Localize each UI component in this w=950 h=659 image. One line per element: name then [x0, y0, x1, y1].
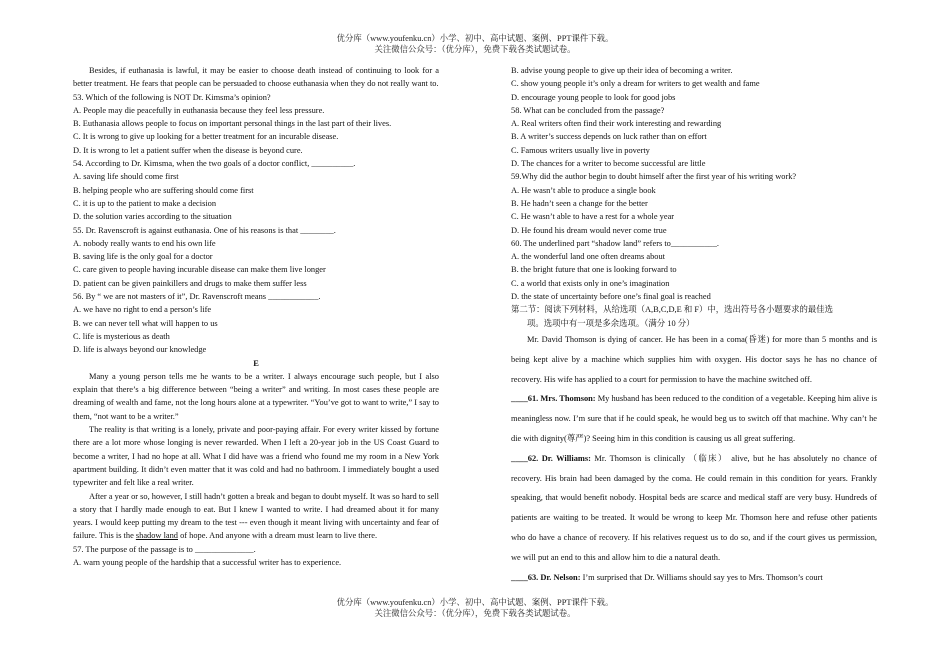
q61-paragraph: [511, 389, 877, 448]
passage-e-paragraph-3: [73, 490, 439, 543]
thomson-intro-paragraph: Mr. David Thomson is dying of cancer. He has been in a coma(昏迷) for more than 5 months and is being kept alive by a machine which supplies him with oxygen. His doctor says he has no chance of recovery. His wife has applied to a court for permission to have the machine switched off.: [511, 334, 877, 384]
q54-option-d: D. the solution varies according to the situation: [73, 212, 232, 222]
footer-line-1: 优分库（www.youfenku.cn）小学、初中、高中试题、案例、PPT课件下载。: [336, 598, 614, 607]
q53-option-d: D. It is wrong to let a patient suffer when the disease is beyond cure.: [73, 145, 303, 155]
q58-option-c: C. Famous writers usually live in poverty: [511, 145, 650, 155]
q60-option-a: A. the wonderful land one often dreams about: [511, 252, 665, 262]
header-line-2: 关注微信公众号：（优分库），免费下载各类试题试卷。: [374, 44, 576, 54]
q63-text: I’m surprised that Dr. Williams should say yes to Mrs. Thomson’s court: [580, 572, 823, 582]
q55-option-d: D. patient can be given painkillers and drugs to make them suffer less: [73, 278, 307, 288]
q59-option-b: B. He hadn’t seen a change for the better: [511, 198, 648, 208]
q58-option-a: A. Real writers often find their work interesting and rewarding: [511, 119, 722, 129]
q58-option-b: B. A writer’s success depends on luck rather than on effort: [511, 132, 707, 142]
passage-e3-text-before: After a year or so, however, I still hadn’t gotten a break and began to doubt myself. It was so hard to sell a story that I hardly made enough to eat. But I knew I wanted to write. I had dreamed about it for many years. I would keep putting my dream to the test --- even though it meant living with uncertainty and fear of failure. This is the: [73, 491, 439, 541]
intro-paragraph: Besides, if euthanasia is lawful, it may be easier to choose death instead of continuing to look for a better treatment. He fears that people can be persuaded to choose euthanasia when they do not really want to.: [73, 66, 439, 89]
q55-stem: 55. Dr. Ravenscroft is against euthanasia. One of his reasons is that ________.: [73, 225, 336, 235]
footer-line-2: 关注微信公众号：（优分库），免费下载各类试题试卷。: [374, 608, 576, 618]
q62-paragraph: [511, 449, 877, 568]
q60-option-d: D. the state of uncertainty before one’s final goal is reached: [511, 292, 711, 302]
q54-stem: 54. According to Dr. Kimsma, when the two goals of a doctor conflict, __________.: [73, 159, 356, 169]
q60-stem: 60. The underlined part “shadow land” refers to___________.: [511, 238, 720, 248]
q59-option-c: C. He wasn’t able to have a rest for a whole year: [511, 212, 675, 222]
section-2-instruction-line-2: 项。选项中有一项是多余选项。（满分 10 分）: [527, 318, 695, 328]
q53-option-c: C. It is wrong to give up looking for a better treatment for an incurable disease.: [73, 132, 339, 142]
q53-option-a: A. People may die peacefully in euthanasia because they feel less pressure.: [73, 105, 325, 115]
q61-text: My husband has been reduced to the condition of a vegetable. Keeping him alive is meaningless now. I’m sure that if he could speak, he would beg us to switch off that machine. Why can’t he die with dignity(尊严)? Seeing him in this condition is causing us all great suffering.: [511, 394, 877, 443]
page-header: [0, 34, 950, 55]
q59-stem: 59.Why did the author begin to doubt himself after the first year of his writing work?: [511, 172, 797, 182]
q55-option-a: A. nobody really wants to end his own life: [73, 238, 216, 248]
q56-option-a: A. we have no right to end a person’s life: [73, 305, 212, 315]
q60-option-c: C. a world that exists only in one’s imagination: [511, 278, 670, 288]
q54-option-a: A. saving life should come first: [73, 172, 179, 182]
q62-label: ____62. Dr. Williams:: [511, 453, 591, 463]
section-2-instruction-line-1: 第二节：阅读下列材料，从给选项（A,B,C,D,E 和 F）中，选出符号各小题要求的最佳选: [511, 305, 833, 315]
q57-option-d: D. encourage young people to look for good jobs: [511, 92, 676, 102]
q58-option-d: D. The chances for a writer to become successful are little: [511, 159, 706, 169]
q55-option-b: B. saving life is the only goal for a doctor: [73, 252, 213, 262]
q62-text: Mr. Thomson is clinically （临床） alive, but he has absolutely no chance of recovery. His brain had been damaged by the coma. He could remain in this condition for years. Frankly speaking, that would benefit nobody. Hospital beds are scarce and medical staff are very busy. Hundreds of patients are waiting to be treated. It would be wrong to keep Mr. Thomson here and refuse other patients who do have a chance of recovery. If his relatives request us to do so, and if the court gives us permission, we will put an end to this and allow him to die a natural death.: [511, 453, 877, 562]
q63-paragraph: [511, 568, 877, 588]
q59-option-a: A. He wasn’t able to produce a single book: [511, 185, 656, 195]
q56-option-b: B. we can never tell what will happen to us: [73, 318, 218, 328]
q55-option-c: C. care given to people having incurable disease can make them live longer: [73, 265, 326, 275]
q56-option-c: C. life is mysterious as death: [73, 331, 170, 341]
q60-option-b: B. the bright future that one is looking forward to: [511, 265, 677, 275]
q63-label: ____63. Dr. Nelson:: [511, 572, 581, 582]
left-column: [73, 64, 439, 569]
q53-option-b: B. Euthanasia allows people to focus on important personal things in the last part of their lives.: [73, 119, 392, 129]
q57-option-b: B. advise young people to give up their idea of becoming a writer.: [511, 66, 733, 75]
section-e-heading: E: [253, 358, 259, 368]
q53-stem: 53. Which of the following is NOT Dr. Kimsma’s opinion?: [73, 92, 271, 102]
q57-option-c: C. show young people it’s only a dream for writers to get wealth and fame: [511, 79, 760, 89]
passage-e3-text-after: of hope. And anyone with a dream must learn to live there.: [178, 531, 378, 541]
passage-e-paragraph-2: The reality is that writing is a lonely, private and poor-paying affair. For every writer kissed by fortune there are a lot more whose longing is never rewarded. When I left a 20-year job in the US Coast Guard to become a writer, I had no hope at all. What I did have was a friend who found me my room in a New York apartment building. It didn’t even matter that it was cold and had no bathroom. I immediately bought a used typewriter and felt like a real writer.: [73, 425, 439, 488]
q58-stem: 58. What can be concluded from the passage?: [511, 105, 665, 115]
q57-option-a: A. warn young people of the hardship that a successful writer has to experience.: [73, 557, 342, 567]
q57-stem: 57. The purpose of the passage is to ______________.: [73, 544, 256, 554]
q54-option-c: C. it is up to the patient to make a decision: [73, 198, 217, 208]
q59-option-d: D. He found his dream would never come true: [511, 225, 667, 235]
q56-option-d: D. life is always beyond our knowledge: [73, 345, 207, 355]
header-line-1: 优分库（www.youfenku.cn）小学、初中、高中试题、案例、PPT课件下载。: [336, 34, 614, 43]
q56-stem: 56. By “ we are not masters of it”, Dr. Ravenscroft means ____________.: [73, 292, 321, 302]
passage-e-paragraph-1: Many a young person tells me he wants to be a writer. I always encourage such people, but I also explain that there’s a big difference between “being a writer” and writing. In most cases these people are dreaming of wealth and fame, not the long hours alone at a typewriter. “You’ve got to want to write,” I say to them, “not want to be a writer.”: [73, 371, 439, 421]
page-footer: [0, 598, 950, 619]
q61-label: ____61. Mrs. Thomson:: [511, 394, 596, 404]
shadow-land-underlined: shadow land: [135, 531, 178, 541]
q54-option-b: B. helping people who are suffering should come first: [73, 185, 254, 195]
right-column: [511, 64, 877, 587]
